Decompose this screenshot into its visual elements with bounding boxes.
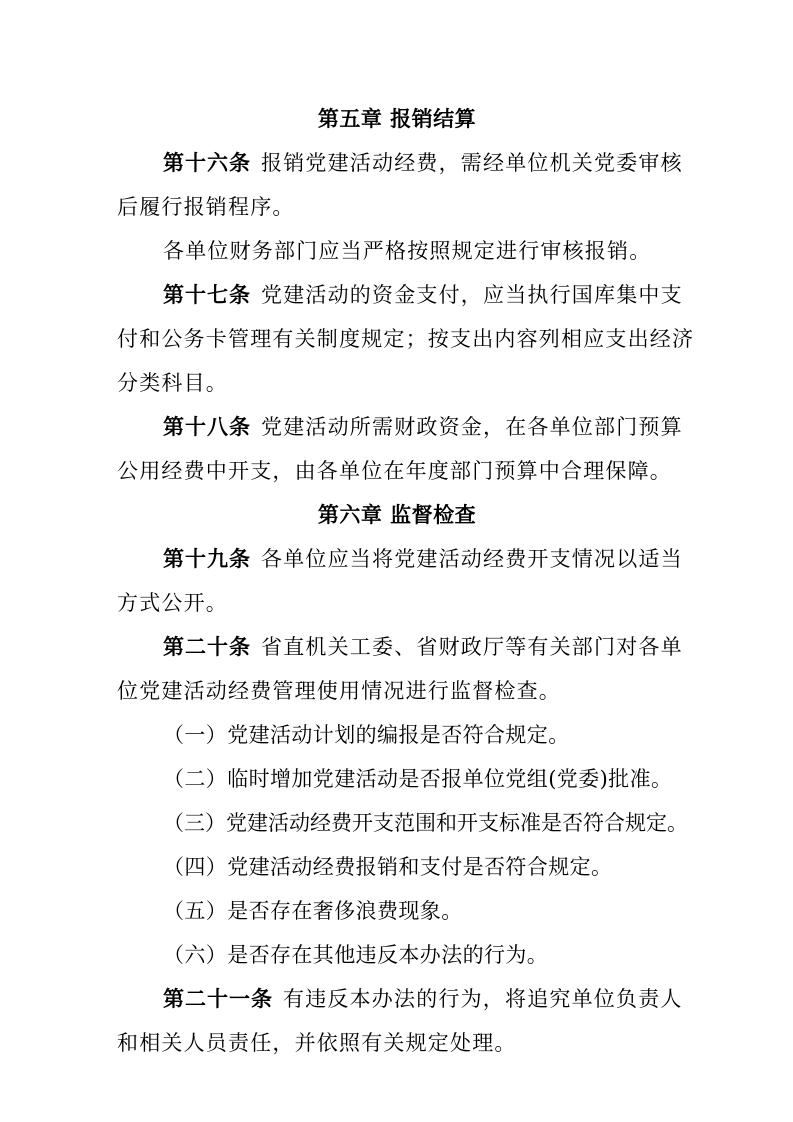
list-item: （四）党建活动经费报销和支付是否符合规定。 (163, 855, 613, 879)
article-16-label: 第十六条 (163, 151, 251, 175)
article-19-line-1 (117, 537, 683, 581)
article-16-paragraph-2: 各单位财务部门应当严格按照规定进行审核报销。 (163, 239, 652, 263)
article-19-text: 各单位应当将党建活动经费开支情况以适当 (261, 547, 683, 571)
article-18-line-1 (117, 405, 683, 449)
article-17-text: 党建活动的资金支付，应当执行国库集中支 (261, 283, 683, 307)
article-16-text: 报销党建活动经费，需经单位机关党委审核 (261, 151, 683, 175)
chapter-5-title: 第五章 报销结算 (317, 107, 477, 131)
list-item: （一）党建活动计划的编报是否符合规定。 (163, 723, 570, 747)
article-19-line-2: 方式公开。 (117, 591, 228, 615)
document-body (117, 97, 695, 1065)
article-17-line-2: 付和公务卡管理有关制度规定；按支出内容列相应支出经济 (117, 327, 695, 351)
list-item: （三）党建活动经费开支范围和开支标准是否符合规定。 (163, 811, 688, 835)
chapter-6-title: 第六章 监督检查 (317, 503, 477, 527)
article-17-label: 第十七条 (163, 283, 251, 307)
article-20-line-1 (117, 625, 683, 669)
article-20-text: 省直机关工委、省财政厅等有关部门对各单 (261, 635, 683, 659)
article-21-text: 有违反本办法的行为，将追究单位负责人 (283, 987, 683, 1011)
article-20-line-2: 位党建活动经费管理使用情况进行监督检查。 (117, 679, 561, 703)
article-21-line-1 (117, 977, 683, 1021)
article-21-label: 第二十一条 (163, 987, 273, 1011)
list-item: （二）临时增加党建活动是否报单位党组(党委)批准。 (163, 767, 673, 791)
list-item: （六）是否存在其他违反本办法的行为。 (163, 943, 549, 967)
article-20-label: 第二十条 (163, 635, 251, 659)
article-18-label: 第十八条 (163, 415, 251, 439)
article-17-line-1 (117, 273, 683, 317)
article-16-line-1 (117, 141, 683, 185)
article-18-text: 党建活动所需财政资金，在各单位部门预算 (261, 415, 683, 439)
article-16-line-2: 后履行报销程序。 (117, 195, 295, 219)
article-21-line-2: 和相关人员责任，并依照有关规定处理。 (117, 1031, 517, 1055)
list-item: （五）是否存在奢侈浪费现象。 (163, 899, 463, 923)
article-17-line-3: 分类科目。 (117, 371, 228, 395)
article-19-label: 第十九条 (163, 547, 251, 571)
article-18-line-2: 公用经费中开支，由各单位在年度部门预算中合理保障。 (117, 459, 672, 483)
